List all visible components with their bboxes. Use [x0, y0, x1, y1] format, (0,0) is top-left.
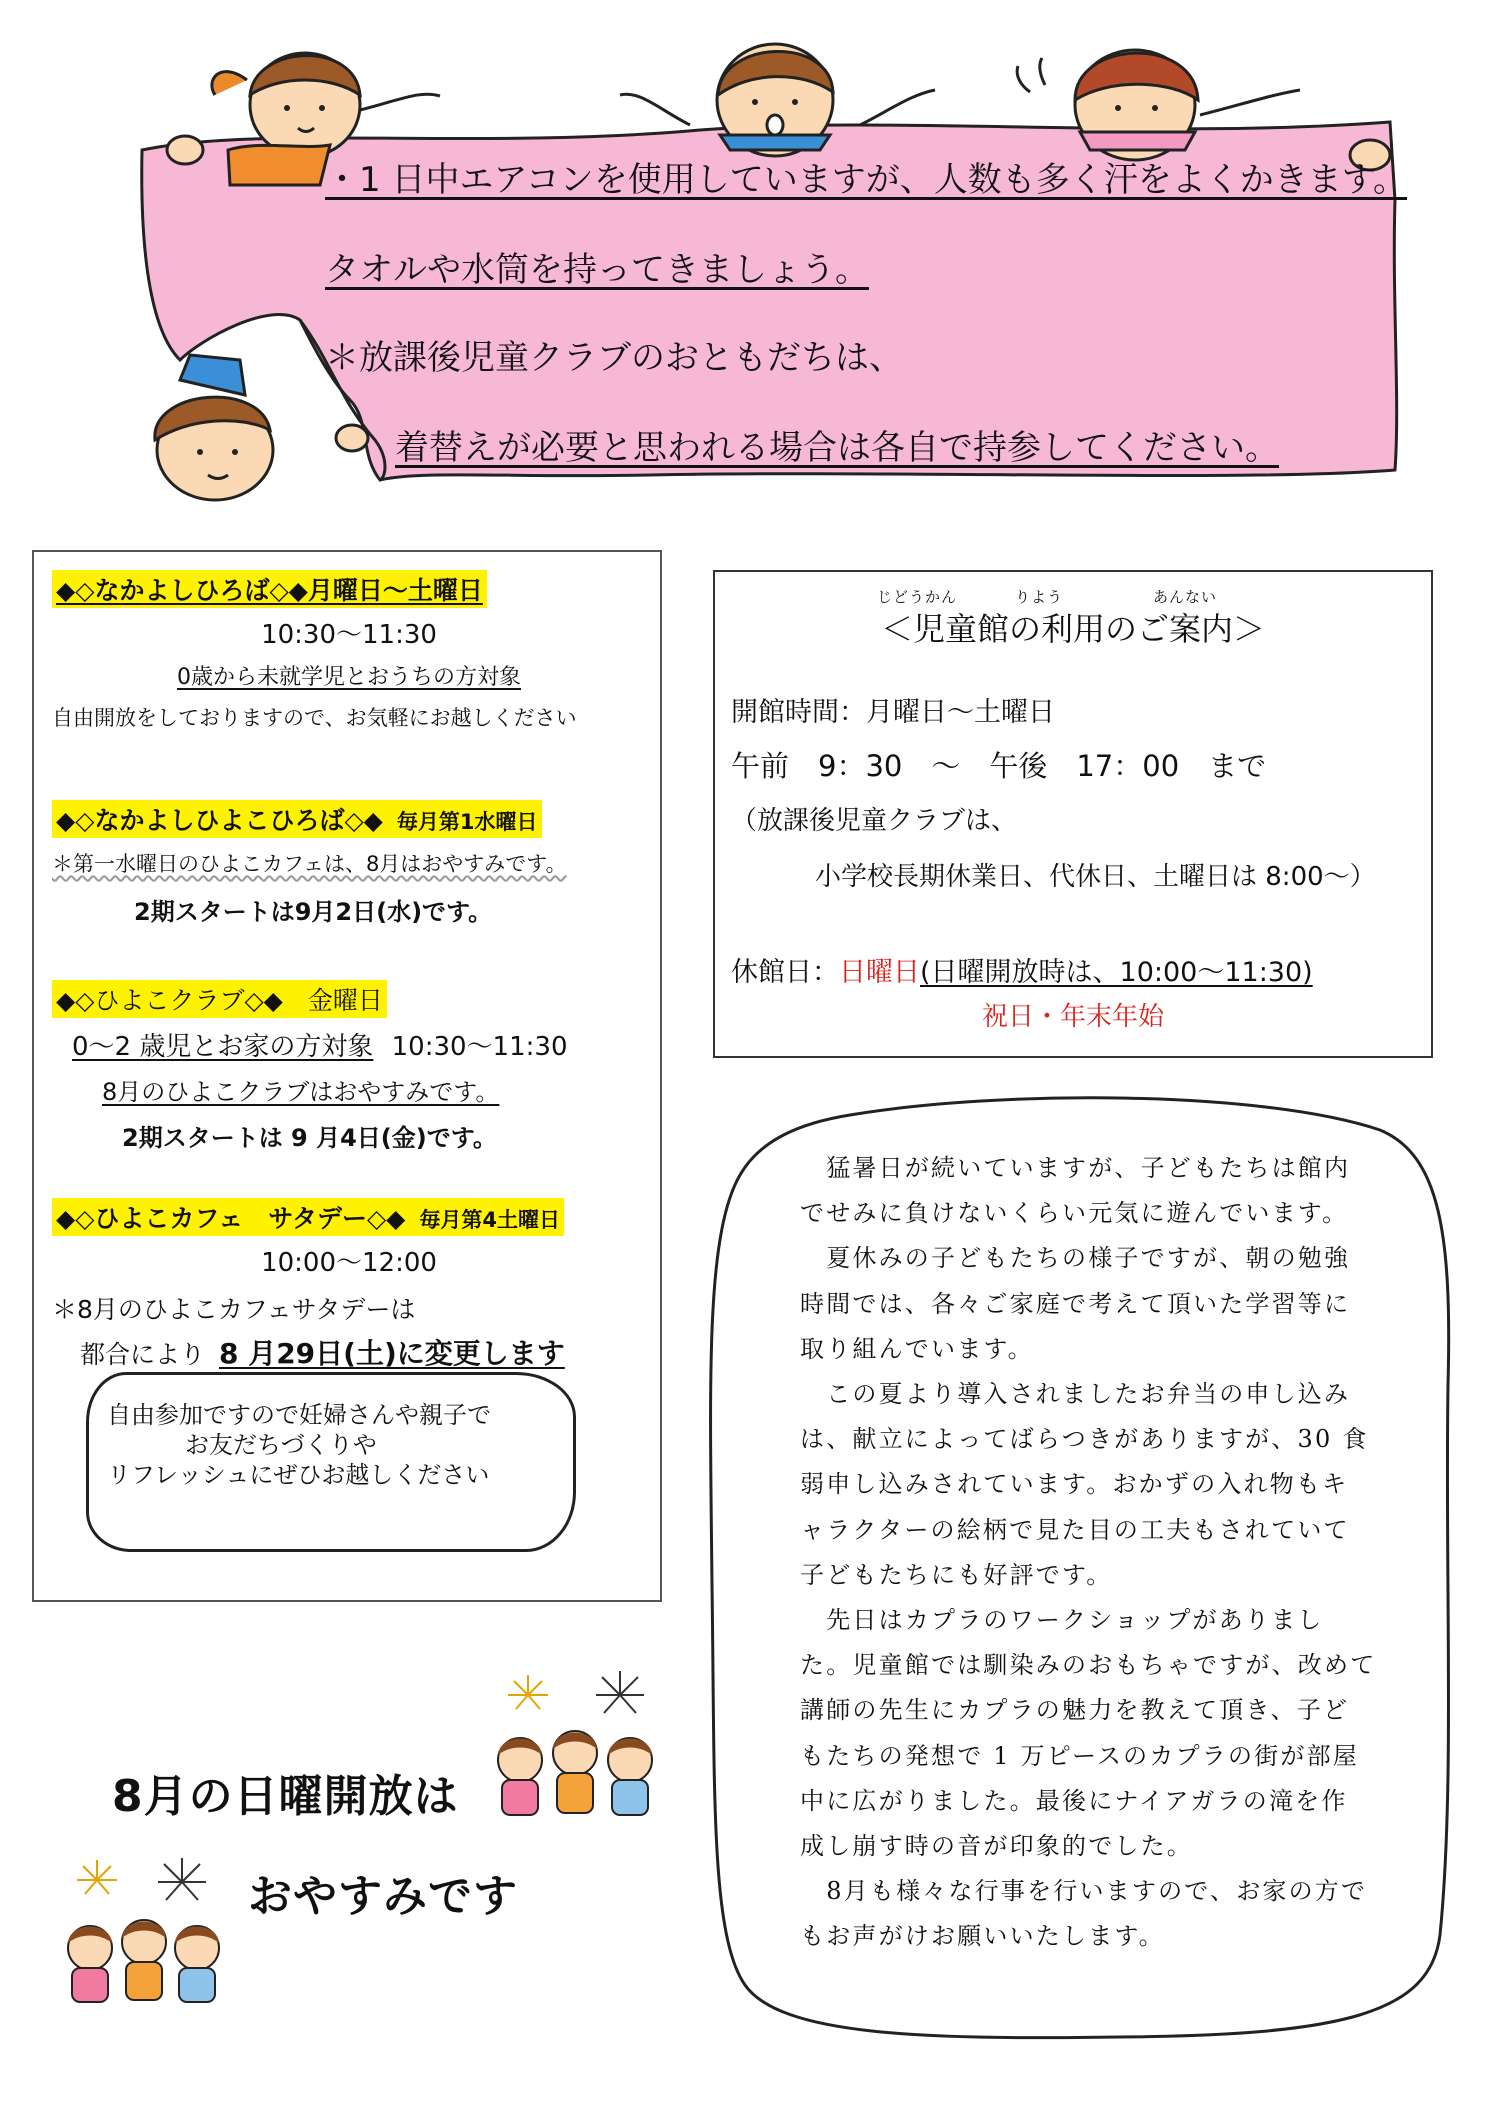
hiyoko-hiroba-title-text: ◆◇なかよしひよこひろば◇◆: [56, 806, 383, 835]
message-line: 弱申し込みされています。おかずの入れ物もキ: [800, 1470, 1349, 1499]
message-line: 夏休みの子どもたちの様子ですが、朝の勉強: [800, 1244, 1351, 1273]
closed-day: 日曜日: [839, 957, 920, 988]
message-line: 先日はカプラのワークショップがありまし: [800, 1606, 1324, 1634]
message-line: この夏より導入されましたお弁当の申し込み: [800, 1380, 1351, 1408]
cafe-change-date: 8 月29日(土)に変更します: [218, 1337, 565, 1370]
child-yukata-icon: [498, 1738, 542, 1815]
hiroba-title: ◆◇なかよしひろば◇◆月曜日～土曜日: [52, 570, 487, 608]
hiroba-note: 自由開放をしておりますので、お気軽にお越しください: [52, 706, 577, 730]
message-line: ャラクターの絵柄で見た目の工夫もされていて: [800, 1515, 1350, 1544]
hiroba-time: 10:30～11:30: [261, 620, 437, 650]
firework-icon: [596, 1671, 644, 1713]
message-line: 8月も様々な行事を行いますので、お家の方で: [800, 1877, 1368, 1906]
banner-line-change-clothes: 着替えが必要と思われる場合は各自で持参してください。: [395, 428, 1279, 468]
child-yukata-icon: [175, 1926, 219, 2002]
hiyoko-club-note: 8月のひよこクラブはおやすみです。: [102, 1078, 500, 1106]
hiyoko-hiroba-note: ＊第一水曜日のひよこカフェは、8月はおやすみです。: [52, 852, 567, 876]
closed-row: [731, 950, 1313, 989]
firework-icon: [508, 1675, 548, 1709]
message-line: でせみに負けないくらい元気に遊んでいます。: [800, 1199, 1349, 1228]
hiyoko-club-title: ◆◇ひよこクラブ◇◆ 金曜日: [52, 980, 387, 1018]
sunday-closed-line1: 8月の日曜開放は: [112, 1771, 459, 1822]
child-yukata-icon: [553, 1731, 597, 1813]
bubble-line2: お友だちづくりや: [185, 1431, 377, 1459]
fireworks-children-illustration-2: [52, 1850, 242, 2010]
cafe-note2-prefix: 都合により: [80, 1340, 206, 1369]
closed-label: 休館日：: [731, 957, 839, 988]
closed-note: (日曜開放時は、10:00～11:30): [920, 957, 1313, 988]
message-line: もたちの発想で 1 万ピースのカプラの街が部屋: [800, 1741, 1359, 1770]
hiyoko-club-time: 10:30～11:30: [391, 1032, 568, 1062]
cafe-note1: ＊8月のひよこカフェサタデーは: [52, 1295, 416, 1324]
message-line: 猛暑日が続いていますが、子どもたちは館内: [800, 1154, 1351, 1182]
club-note2: 小学校長期休業日、代休日、土曜日は 8:00～）: [815, 862, 1376, 892]
cafe-time: 10:00～12:00: [261, 1248, 437, 1278]
schedule-box: [32, 550, 662, 1602]
hiyoko-club-start: 2期スタートは 9 月4日(金)です。: [122, 1124, 497, 1152]
message-line: 中に広がりました。最後にナイアガラの滝を作: [800, 1786, 1348, 1815]
closed-holidays: 祝日・年末年始: [981, 1002, 1164, 1032]
hiyoko-club-target: 0～2 歳児とお家の方対象: [72, 1032, 374, 1062]
hiyoko-hiroba-day: 毎月第1水曜日: [396, 810, 538, 834]
firework-icon: [77, 1860, 117, 1894]
bubble-line1: 自由参加ですので妊婦さんや親子で: [107, 1401, 491, 1429]
ruby-jidoukan: じどうかん: [877, 588, 958, 606]
message-line: 成し崩す時の音が印象的でした。: [800, 1832, 1193, 1860]
message-line: 取り組んでいます。: [800, 1334, 1034, 1363]
opening-hours-label: 開館時間：月曜日～土曜日: [731, 697, 1055, 728]
child-yukata-icon: [122, 1920, 166, 2000]
hiroba-target: 0歳から未就学児とおうちの方対象: [177, 665, 521, 690]
opening-hours: 午前 9：30 ～ 午後 17：00 まで: [731, 749, 1267, 783]
sunday-closed-line2: おやすみです: [248, 1871, 518, 1922]
cafe-title-text: ◆◇ひよこカフェ サタデー◇◆: [56, 1204, 406, 1233]
hiyoko-hiroba-title: [52, 800, 542, 838]
ruby-riyou: りよう: [1015, 588, 1064, 606]
club-note1: （放課後児童クラブは、: [731, 806, 1018, 836]
bubble-line3: リフレッシュにぜひお越しください: [107, 1461, 490, 1489]
facility-info-box: [713, 570, 1433, 1058]
ruby-annai: あんない: [1153, 588, 1218, 606]
banner-line-towel: タオルや水筒を持ってきましょう。: [325, 250, 869, 290]
firework-icon: [158, 1858, 206, 1900]
child-yukata-icon: [608, 1738, 652, 1815]
message-line: は、献立によってばらつきがありますが、30 食: [800, 1425, 1369, 1454]
banner-line-aircon: ・1 日中エアコンを使用していますが、人数も多く汗をよくかきます。: [325, 160, 1408, 200]
cafe-day: 毎月第4土曜日: [419, 1208, 561, 1232]
hiyoko-hiroba-start: 2期スタートは9月2日(水)です。: [134, 898, 493, 926]
child-yukata-icon: [68, 1926, 112, 2002]
message-line: 時間では、各々ご家庭で考えて頂いた学習等に: [800, 1289, 1351, 1318]
cafe-title: [52, 1198, 564, 1236]
hiyoko-club-target-row: [72, 1026, 567, 1063]
cafe-note2-row: [80, 1332, 565, 1372]
info-title: ＜児童館の利用のご案内＞: [880, 610, 1265, 648]
message-line: もお声がけお願いいたします。: [800, 1922, 1165, 1951]
banner-line-club: ＊放課後児童クラブのおともだちは、: [325, 338, 903, 378]
message-line: た。児童館では馴染みのおもちゃですが、改めて: [800, 1651, 1377, 1680]
free-participation-bubble: [86, 1372, 576, 1552]
message-line: 講師の先生にカプラの魅力を教えて頂き、子ど: [800, 1696, 1350, 1725]
fireworks-children-illustration: [480, 1665, 680, 1825]
message-line: 子どもたちにも好評です。: [800, 1560, 1113, 1589]
